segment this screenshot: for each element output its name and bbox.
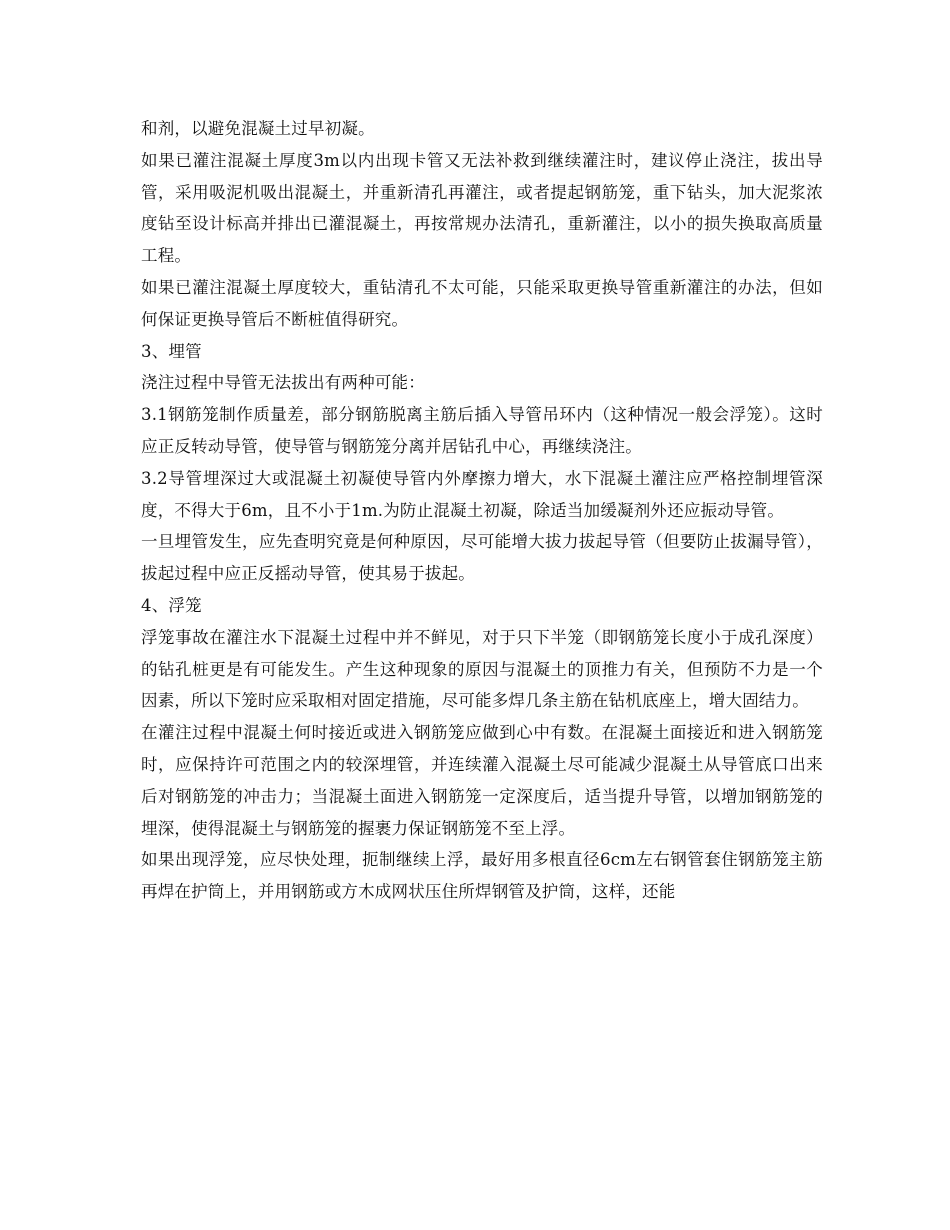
paragraph-10: 浮笼事故在灌注水下混凝土过程中并不鲜见，对于只下半笼（即钢筋笼长度小于成孔深度）的钻孔桩更是有可能发生。产生这种现象的原因与混凝土的顶推力有关，但预防不力是一个因素，所以下笼时应采取相对固定措施，尽可能多焊几条主筋在钻机底座上，增大固结力。 [141,627,823,711]
paragraph-8: 一旦埋管发生，应先查明究竟是何种原因，尽可能增大拔力拔起导管（但要防止拔漏导管），拔起过程中应正反摇动导管，使其易于拔起。 [141,532,823,584]
paragraph-5: 浇注过程中导管无法拔出有两种可能： [141,373,425,393]
section-heading-4: 4、浮笼 [141,595,202,615]
paragraph-11: 在灌注过程中混凝土何时接近或进入钢筋笼应做到心中有数。在混凝土面接近和进入钢筋笼时，应保持许可范围之内的较深埋管，并连续灌入混凝土尽可能减少混凝土从导管底口出来后对钢筋笼的冲击力；当混凝土面进入钢筋笼一定深度后，适当提升导管，以增加钢筋笼的埋深，使得混凝土与钢筋笼的握裹力保证钢筋笼不至上浮。 [141,723,823,838]
paragraph-3: 如果已灌注混凝土厚度较大，重钻清孔不太可能，只能采取更换导管重新灌注的办法，但如何保证更换导管后不断桩值得研究。 [141,277,823,329]
paragraph-12: 如果出现浮笼，应尽快处理，扼制继续上浮，最好用多根直径6cm左右钢管套住钢筋笼主筋再焊在护筒上，并用钢筋或方木成网状压住所焊钢管及护筒，这样，还能 [141,850,823,902]
paragraph-3-1: 3.1钢筋笼制作质量差，部分钢筋脱离主筋后插入导管吊环内（这种情况一般会浮笼）。这时应正反转动导管，使导管与钢筋笼分离并居钻孔中心，再继续浇注。 [141,405,823,456]
paragraph-3-2: 3.2导管埋深过大或混凝土初凝使导管内外摩擦力增大，水下混凝土灌注应严格控制埋管深度，不得大于6m，且不小于1m.为防止混凝土初凝，除适当加缓凝剂外还应振动导管。 [141,468,823,520]
document-body [141,113,823,908]
paragraph-2: 如果已灌注混凝土厚度3m以内出现卡管又无法补救到继续灌注时，建议停止浇注，拔出导管，采用吸泥机吸出混凝土，并重新清孔再灌注，或者提起钢筋笼，重下钻头，加大泥浆浓度钻至设计标高并排出已灌混凝土，再按常规办法清孔，重新灌注，以小的损失换取高质量工程。 [141,150,823,266]
section-heading-3: 3、埋管 [141,341,202,361]
paragraph-1: 和剂，以避免混凝土过早初凝。 [141,119,375,138]
